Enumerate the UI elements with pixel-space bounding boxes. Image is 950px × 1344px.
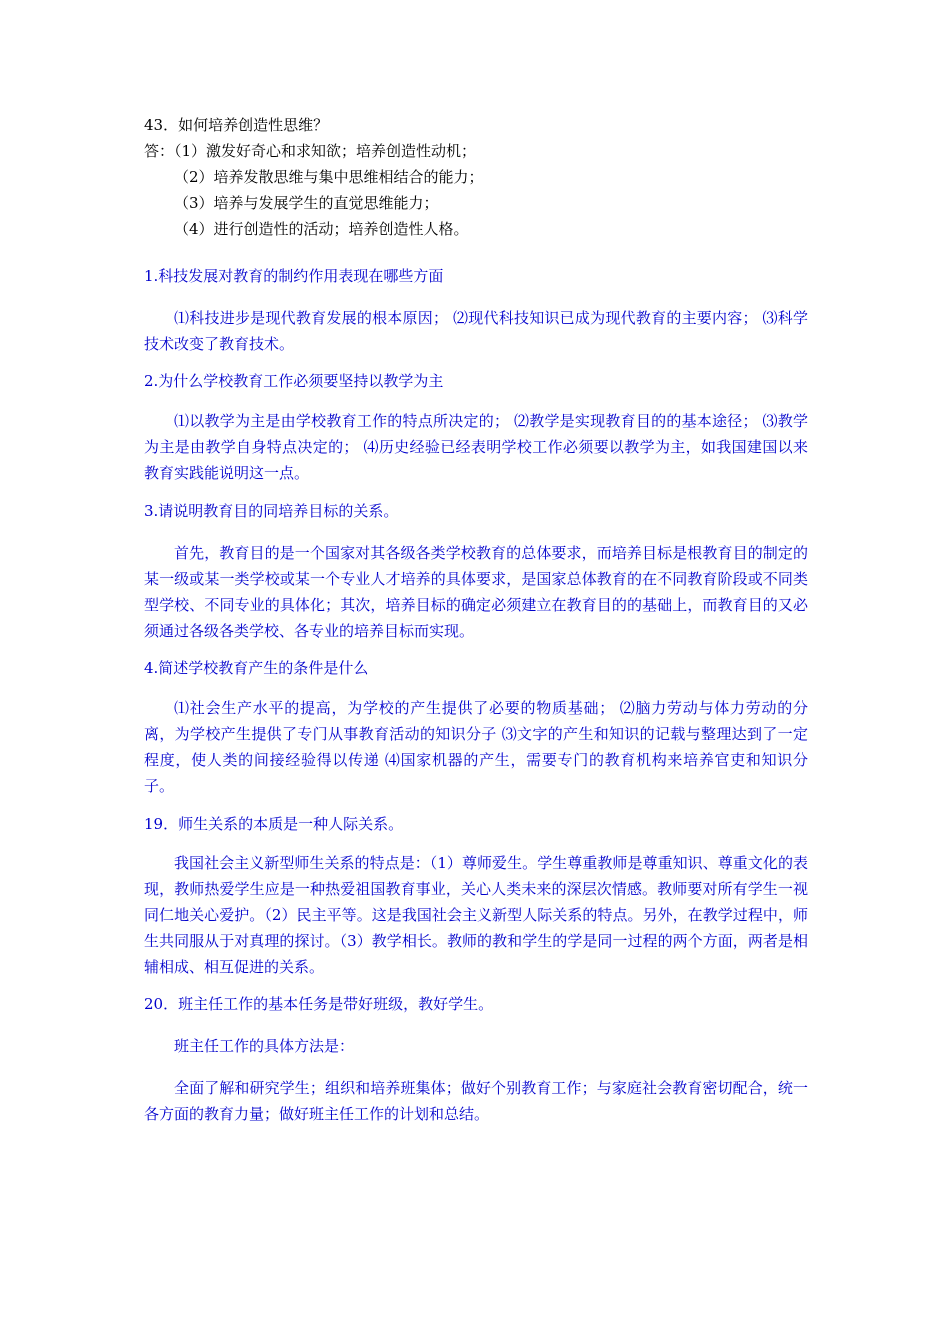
question-43-answer-3: （3）培养与发展学生的直觉思维能力； <box>174 194 439 212</box>
question-43-answer-2: （2）培养发散思维与集中思维相结合的能力； <box>174 168 484 186</box>
question-20-title: 20．班主任工作的基本任务是带好班级，教好学生。 <box>144 995 494 1013</box>
question-4-title: 4.简述学校教育产生的条件是什么 <box>144 659 369 677</box>
question-20-intro: 班主任工作的具体方法是： <box>174 1037 355 1055</box>
question-1-body: ⑴科技进步是现代教育发展的根本原因； ⑵现代科技知识已成为现代教育的主要内容； ⑶科学技术改变了教育技术。 <box>144 309 808 353</box>
question-4-body: ⑴社会生产水平的提高，为学校的产生提供了必要的物质基础； ⑵脑力劳动与体力劳动的分离，为学校产生提供了专门从事教育活动的知识分子 ⑶文字的产生和知识的记载与整理达到了一定程度，使人类的间接经验得以传递 ⑷国家机器的产生，需要专门的教育机构来培养官吏和知识分子。 <box>144 699 808 795</box>
question-1-title: 1.科技发展对教育的制约作用表现在哪些方面 <box>144 267 444 285</box>
question-43-answer-1: 答：（1）激发好奇心和求知欲；培养创造性动机； <box>144 142 477 160</box>
question-20-body: 全面了解和研究学生；组织和培养班集体；做好个别教育工作；与家庭社会教育密切配合，统一各方面的教育力量；做好班主任工作的计划和总结。 <box>144 1079 808 1123</box>
question-19-title: 19．师生关系的本质是一种人际关系。 <box>144 815 404 833</box>
question-2-title: 2.为什么学校教育工作必须要坚持以教学为主 <box>144 372 444 390</box>
question-3-title: 3.请说明教育目的同培养目标的关系。 <box>144 502 399 520</box>
question-43 <box>144 112 484 242</box>
question-19-body: 我国社会主义新型师生关系的特点是：（1）尊师爱生。学生尊重教师是尊重知识、尊重文化的表现，教师热爱学生应是一种热爱祖国教育事业，关心人类未来的深层次情感。教师要对所有学生一视同仁地关心爱护。（2）民主平等。这是我国社会主义新型人际关系的特点。另外，在教学过程中，师生共同服从于对真理的探讨。（3）教学相长。教师的教和学生的学是同一过程的两个方面，两者是相辅相成、相互促进的关系。 <box>144 854 808 976</box>
question-43-title: 43．如何培养创造性思维？ <box>144 116 329 134</box>
question-43-answer-4: （4）进行创造性的活动；培养创造性人格。 <box>174 220 469 238</box>
question-3-body: 首先，教育目的是一个国家对其各级各类学校教育的总体要求，而培养目标是根教育目的制定的某一级或某一类学校或某一个专业人才培养的具体要求，是国家总体教育的在不同教育阶段或不同类型学校、不同专业的具体化；其次，培养目标的确定必须建立在教育目的的基础上，而教育目的又必须通过各级各类学校、各专业的培养目标而实现。 <box>144 544 808 640</box>
question-2-body: ⑴以教学为主是由学校教育工作的特点所决定的； ⑵教学是实现教育目的的基本途径； ⑶教学为主是由教学自身特点决定的； ⑷历史经验已经表明学校工作必须要以教学为主，如我国建国以来教育实践能说明这一点。 <box>144 412 808 482</box>
